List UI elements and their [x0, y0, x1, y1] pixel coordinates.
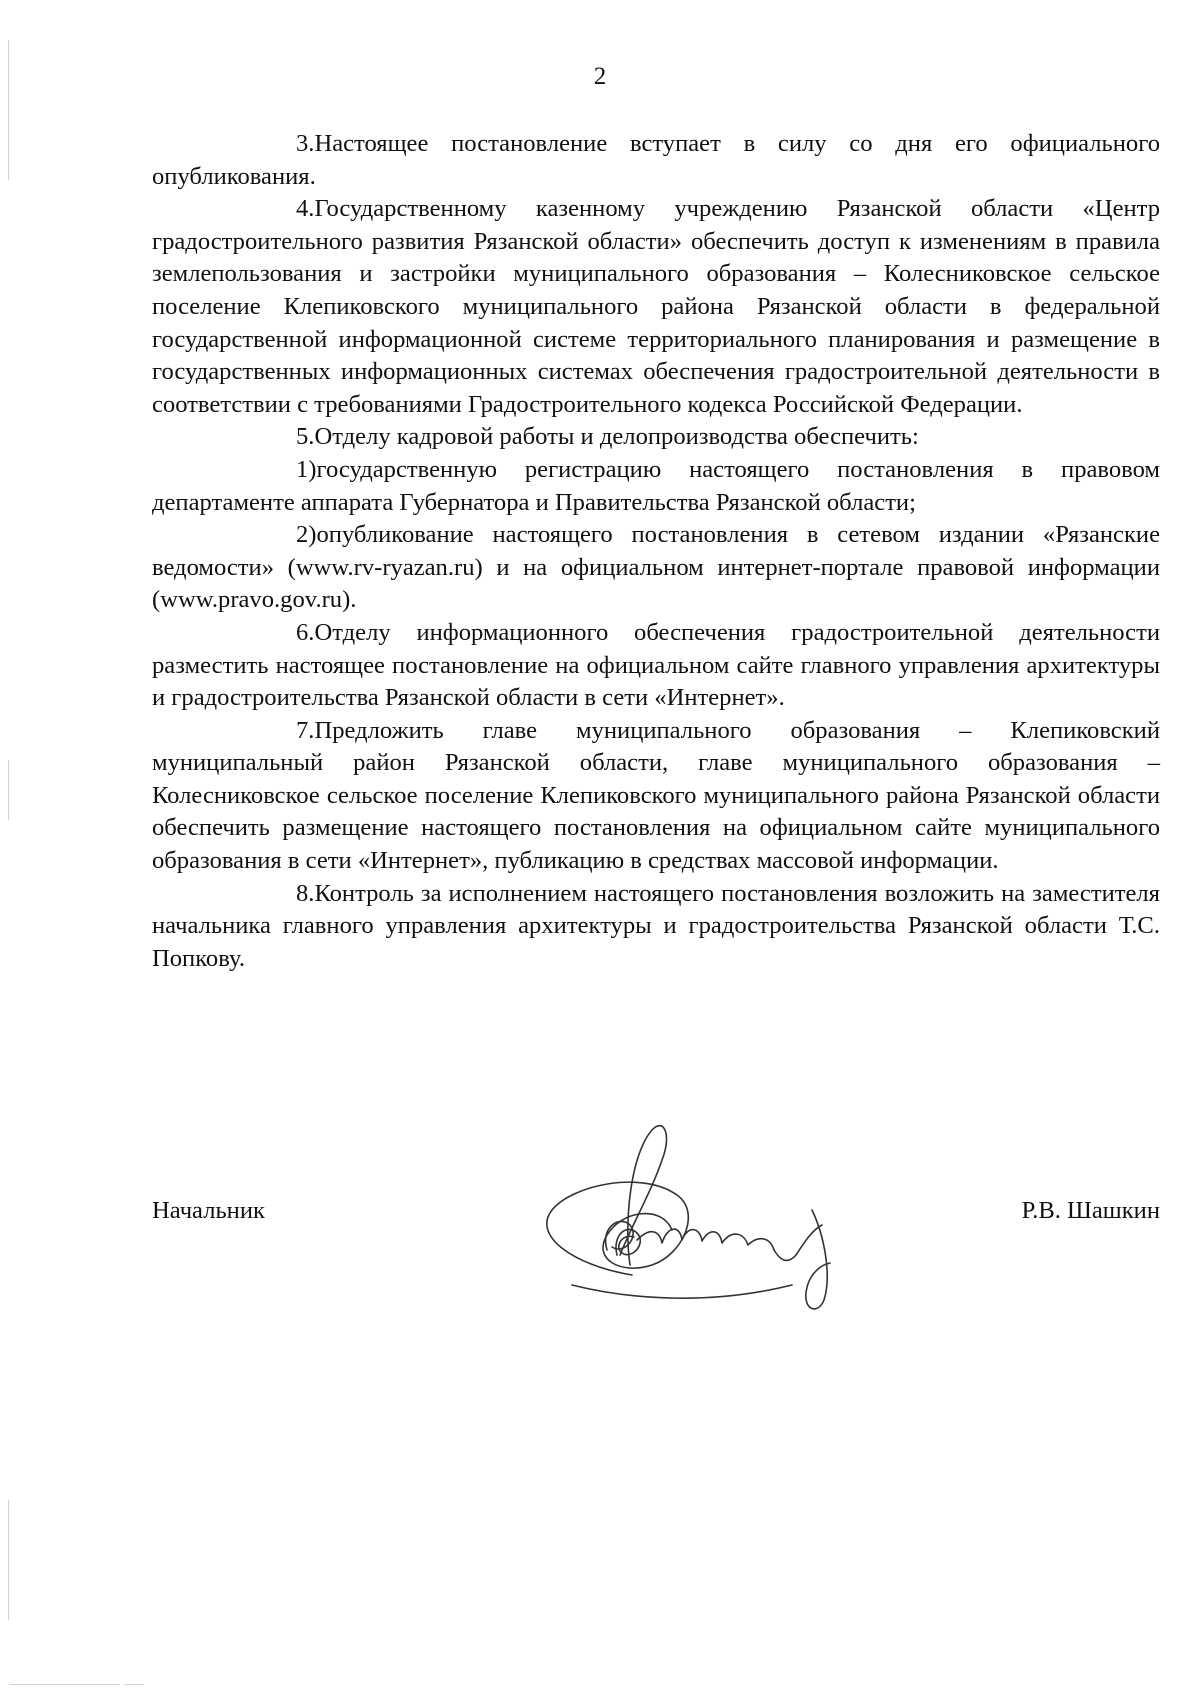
scan-artifact	[8, 40, 9, 180]
signatory-name: Р.В. Шашкин	[1021, 1197, 1160, 1224]
paragraph-8	[152, 878, 1160, 976]
scan-artifact	[8, 760, 9, 820]
scan-artifact	[10, 1684, 120, 1685]
paragraph-number: 4.	[296, 195, 315, 223]
paragraph-number: 6.	[296, 618, 315, 646]
paragraph-number: 5.	[296, 423, 315, 451]
scan-artifact	[124, 1684, 144, 1685]
page-number: 2	[593, 63, 607, 90]
paragraph-6	[152, 617, 1160, 715]
scan-artifact	[8, 1500, 9, 1620]
paragraph-number: 8.	[296, 879, 315, 907]
subparagraph-number: 2)	[296, 521, 317, 549]
paragraph-7	[152, 715, 1160, 878]
subparagraph-5-1	[152, 454, 1160, 519]
paragraph-text: Настоящее постановление вступает в силу со дня его официального опубликования.	[152, 130, 1160, 190]
paragraph-text: Отделу кадровой работы и делопроизводства обеспечить:	[314, 423, 919, 451]
paragraph-text: Контроль за исполнением настоящего постановления возложить на заместителя начальника главного управления архитектуры и градостроительства Рязанской области Т.С. Попкову.	[152, 879, 1160, 972]
subparagraph-5-2	[152, 519, 1160, 617]
handwritten-signature	[512, 1115, 872, 1365]
paragraph-number: 7.	[296, 716, 315, 744]
paragraph-text: Государственному казенному учреждению Рязанской области «Центр градостроительного развития Рязанской области» обеспечить доступ к изменениям в правила землепользования и застройки муниципального образования – Колесниковское сельское поселение Клепиковского муниципального района Рязанской области в федеральной государственной информационной системе территориального планирования и размещение в государственных информационных системах обеспечения градостроительной деятельности в соответствии с требованиями Градостроительного кодекса Российской Федерации.	[152, 195, 1160, 418]
paragraph-text: Отделу информационного обеспечения градостроительной деятельности разместить настоящее постановление на официальном сайте главного управления архитектуры и градостроительства Рязанской области в сети «Интернет».	[152, 618, 1160, 712]
paragraph-4	[152, 193, 1160, 421]
paragraph-5	[152, 421, 1160, 454]
paragraph-number: 3.	[296, 130, 315, 157]
paragraph-text: Предложить главе муниципального образования – Клепиковский муниципальный район Рязанской области, главе муниципального образования – Колесниковское сельское поселение Клепиковского муниципального района Рязанской области обеспечить размещение настоящего постановления на официальном сайте муниципального образования в сети «Интернет», публикацию в средствах массовой информации.	[152, 716, 1160, 875]
document-body	[152, 128, 1160, 975]
paragraph-text: опубликование настоящего постановления в сетевом издании «Рязанские ведомости» (www.rv-ryazan.ru) и на официальном интернет-портале правовой информации (www.pravo.gov.ru).	[152, 521, 1160, 614]
signatory-title: Начальник	[152, 1197, 265, 1224]
paragraph-text: государственную регистрацию настоящего постановления в правовом департаменте аппарата Губернатора и Правительства Рязанской области;	[152, 455, 1160, 516]
subparagraph-number: 1)	[296, 455, 317, 483]
paragraph-3	[152, 128, 1160, 193]
